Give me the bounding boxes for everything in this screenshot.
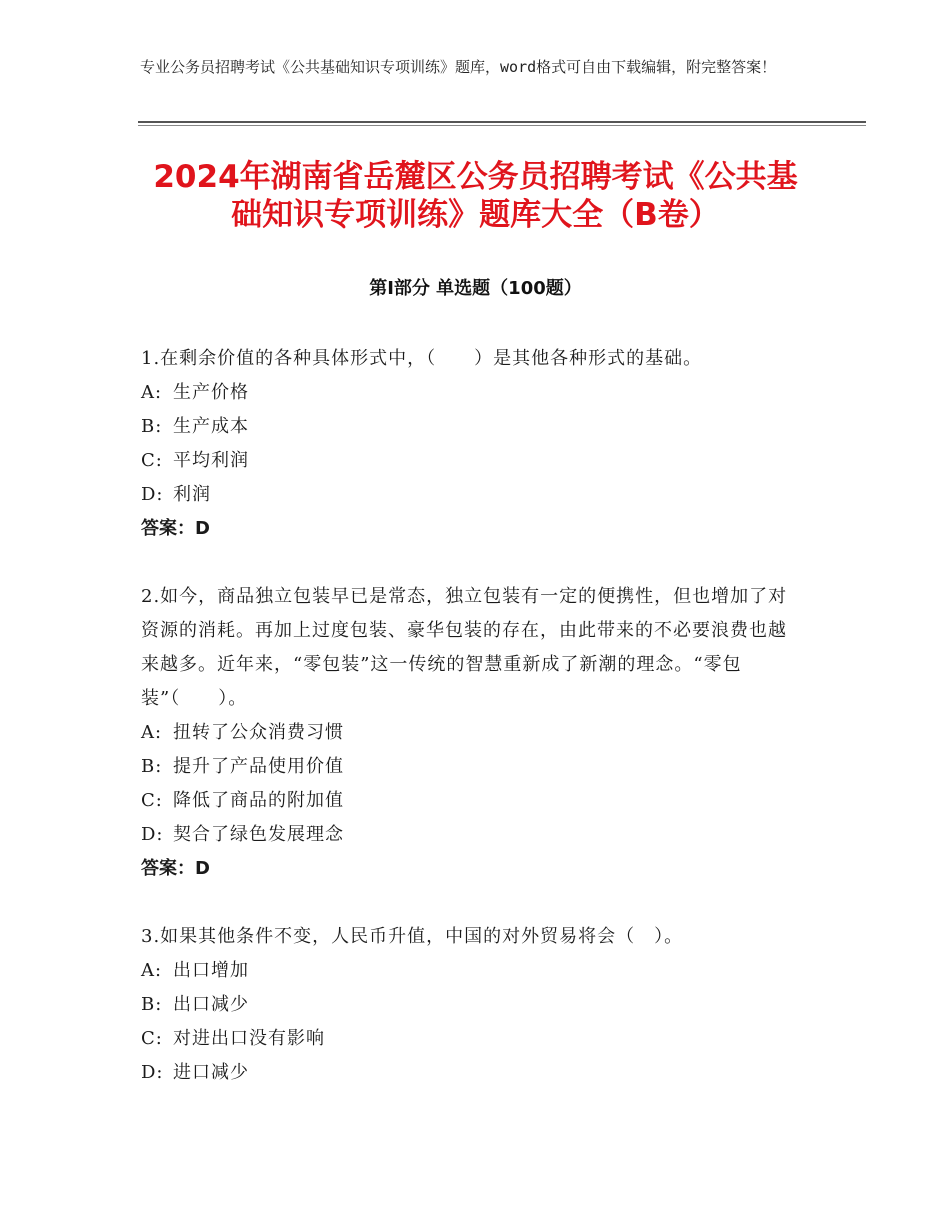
option-text: 出口减少 xyxy=(173,994,249,1015)
option-text: 生产价格 xyxy=(173,382,249,403)
option-key: D: xyxy=(141,824,164,845)
option-d xyxy=(141,818,801,852)
option-text: 提升了产品使用价值 xyxy=(173,756,344,777)
answer-label: 答案： xyxy=(141,858,195,879)
option-a xyxy=(141,716,801,750)
option-text: 生产成本 xyxy=(173,416,249,437)
option-text: 平均利润 xyxy=(173,450,249,471)
option-text: 出口增加 xyxy=(173,960,249,981)
option-c xyxy=(141,784,801,818)
option-key: B: xyxy=(141,416,163,437)
document-title: 2024年湖南省岳麓区公务员招聘考试《公共基础知识专项训练》题库大全（B卷） xyxy=(153,159,798,233)
option-a xyxy=(141,954,801,988)
option-c xyxy=(141,1022,801,1056)
option-d xyxy=(141,1056,801,1090)
answer-line xyxy=(141,512,801,546)
option-text: 进口减少 xyxy=(173,1062,249,1083)
option-key: D: xyxy=(141,1062,164,1083)
option-key: A: xyxy=(141,722,163,743)
option-d xyxy=(141,478,801,512)
question-1 xyxy=(141,342,801,546)
option-key: A: xyxy=(141,382,163,403)
option-text: 降低了商品的附加值 xyxy=(173,790,344,811)
option-b xyxy=(141,988,801,1022)
section-title: 第I部分 单选题（100题） xyxy=(369,278,582,299)
option-text: 扭转了公众消费习惯 xyxy=(173,722,344,743)
question-2 xyxy=(141,580,801,886)
option-key: C: xyxy=(141,790,163,811)
question-stem: 3.如果其他条件不变，人民币升值，中国的对外贸易将会（ ）。 xyxy=(141,926,684,947)
option-key: C: xyxy=(141,1028,163,1049)
question-stem: 2.如今，商品独立包装早已是常态，独立包装有一定的便携性，但也增加了对资源的消耗。再加上过度包装、豪华包装的存在，由此带来的不必要浪费也越来越多。近年来，“零包装”这一传统的智慧重新成了新潮的理念。“零包装”（ ）。 xyxy=(141,586,788,709)
option-key: B: xyxy=(141,994,163,1015)
option-key: D: xyxy=(141,484,164,505)
answer-value: D xyxy=(195,858,210,879)
option-b xyxy=(141,410,801,444)
question-list xyxy=(141,342,801,1124)
answer-value: D xyxy=(195,518,210,539)
option-key: A: xyxy=(141,960,163,981)
answer-label: 答案： xyxy=(141,518,195,539)
answer-line xyxy=(141,852,801,886)
option-a xyxy=(141,376,801,410)
header-rule-thick xyxy=(138,121,866,123)
option-text: 利润 xyxy=(173,484,211,505)
option-text: 契合了绿色发展理念 xyxy=(173,824,344,845)
option-key: C: xyxy=(141,450,163,471)
option-key: B: xyxy=(141,756,163,777)
question-3 xyxy=(141,920,801,1090)
option-b xyxy=(141,750,801,784)
header-rule-thin xyxy=(138,125,866,126)
question-stem: 1.在剩余价值的各种具体形式中，（ ）是其他各种形式的基础。 xyxy=(141,348,703,369)
option-text: 对进出口没有影响 xyxy=(173,1028,325,1049)
header-note: 专业公务员招聘考试《公共基础知识专项训练》题库，word格式可自由下载编辑，附完整答案！ xyxy=(140,58,777,76)
option-c xyxy=(141,444,801,478)
